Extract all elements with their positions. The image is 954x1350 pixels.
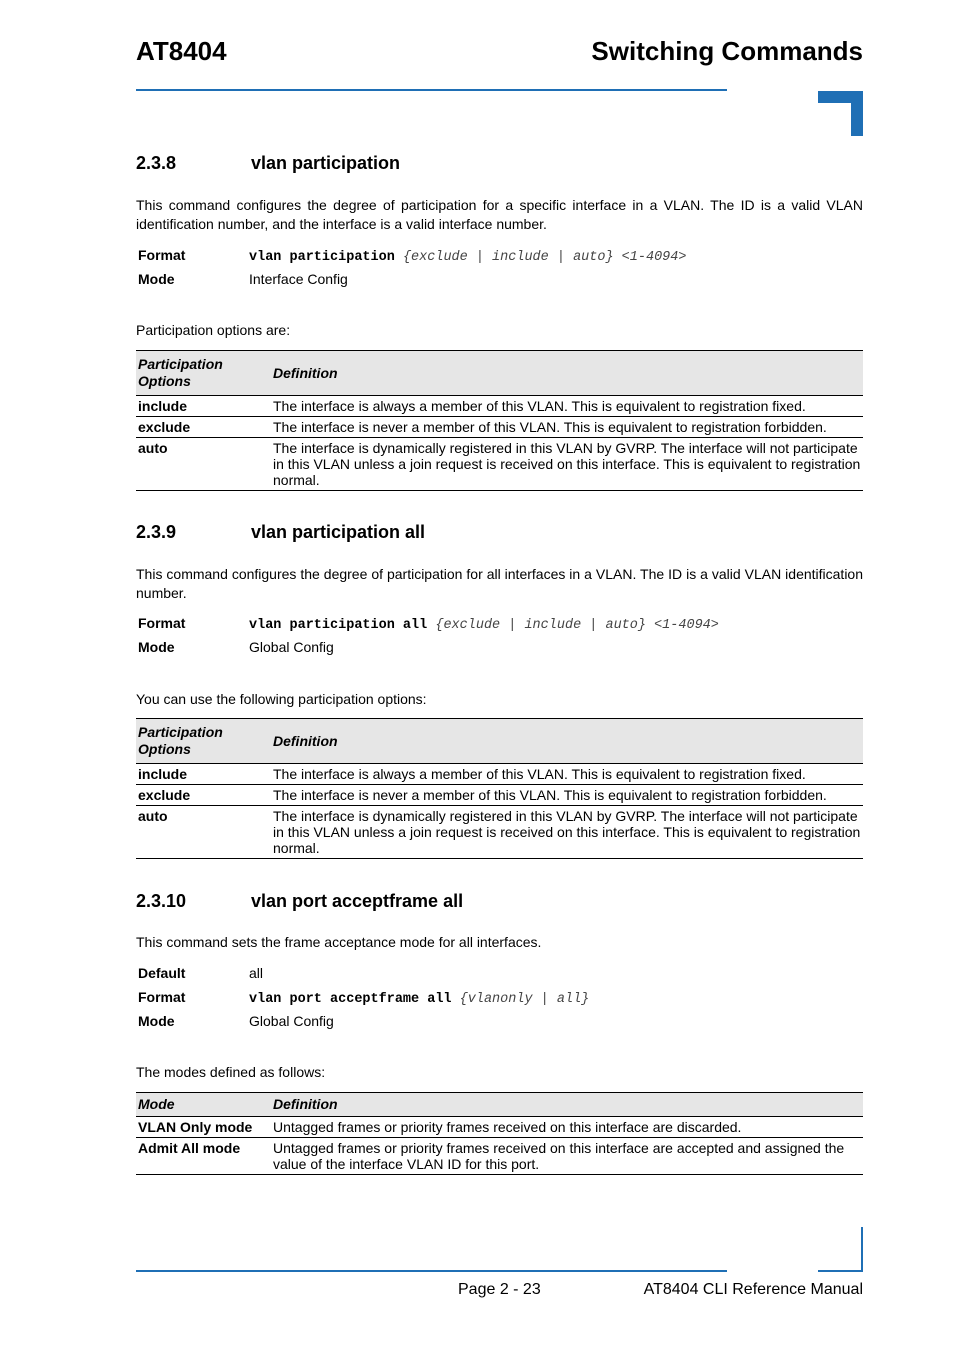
section-title: vlan port acceptframe all xyxy=(251,891,464,911)
modes-table-2-3-10 xyxy=(136,1092,863,1175)
section-number: 2.3.10 xyxy=(136,891,187,911)
section-description: This command configures the degree of participation for all interfaces in a VLAN. The ID is a valid VLAN identification number. xyxy=(136,566,863,601)
table-row xyxy=(136,785,863,806)
corner-mark-top xyxy=(818,91,863,136)
column-header-options: Participation Options xyxy=(136,719,271,764)
header-chapter-title: Switching Commands xyxy=(591,36,863,66)
mode-definition: Untagged frames or priority frames received on this interface are discarded. xyxy=(271,1117,863,1138)
participation-table-2-3-9 xyxy=(136,718,863,859)
format-arguments: {vlanonly | all} xyxy=(459,992,590,1007)
option-definition: The interface is never a member of this VLAN. This is equivalent to registration forbidden. xyxy=(271,785,863,806)
mode-row xyxy=(136,1009,863,1033)
format-label: Format xyxy=(138,615,186,631)
format-command: vlan participation all xyxy=(249,618,428,633)
format-arguments: {exclude | include | auto} <1-4094> xyxy=(402,250,687,265)
mode-value: Global Config xyxy=(249,639,334,655)
footer-rule xyxy=(136,1270,727,1272)
table-row xyxy=(136,764,863,785)
header-product-title: AT8404 xyxy=(136,36,227,66)
table-row xyxy=(136,438,863,491)
option-name: auto xyxy=(136,438,271,491)
format-row xyxy=(136,243,863,270)
section-description: This command configures the degree of participation for a specific interface in a VLAN. The ID is a valid VLAN identification number, and the interface is a valid interface number. xyxy=(136,197,863,232)
default-label: Default xyxy=(138,965,186,981)
table-header-row xyxy=(136,719,863,764)
participation-table-2-3-8 xyxy=(136,350,863,491)
format-command: vlan participation xyxy=(249,250,395,265)
column-header-definition: Definition xyxy=(271,351,863,396)
option-definition: The interface is dynamically registered in this VLAN by GVRP. The interface will not participate in this VLAN unless a join request is received on this interface. This is equivalent to registration normal. xyxy=(271,806,863,859)
corner-mark-bottom xyxy=(818,1227,863,1272)
option-definition: The interface is always a member of this VLAN. This is equivalent to registration fixed. xyxy=(271,764,863,785)
mode-definition: Untagged frames or priority frames received on this interface are accepted and assigned the value of the interface VLAN ID for this port. xyxy=(271,1138,863,1175)
header-rule xyxy=(136,89,727,91)
options-intro: You can use the following participation options: xyxy=(136,691,427,707)
options-intro: Participation options are: xyxy=(136,322,291,338)
format-label: Format xyxy=(138,247,186,263)
mode-row xyxy=(136,635,863,659)
column-header-definition: Definition xyxy=(271,1093,863,1117)
section-description: This command sets the frame acceptance mode for all interfaces. xyxy=(136,934,542,950)
column-header-definition: Definition xyxy=(271,719,863,764)
mode-label: Mode xyxy=(138,1013,175,1029)
mode-value: Global Config xyxy=(249,1013,334,1029)
mode-label: Mode xyxy=(138,271,175,287)
table-row xyxy=(136,1138,863,1175)
table-row xyxy=(136,806,863,859)
section-number: 2.3.9 xyxy=(136,522,177,542)
footer-page-number: Page 2 - 23 xyxy=(458,1281,541,1298)
option-definition: The interface is always a member of this VLAN. This is equivalent to registration fixed. xyxy=(271,396,863,417)
option-name: exclude xyxy=(136,417,271,438)
option-name: exclude xyxy=(136,785,271,806)
format-label: Format xyxy=(138,989,186,1005)
table-header-row xyxy=(136,351,863,396)
format-arguments: {exclude | include | auto} <1-4094> xyxy=(435,618,719,633)
footer-manual-title: AT8404 CLI Reference Manual xyxy=(643,1281,863,1298)
mode-value: Interface Config xyxy=(249,271,348,287)
option-definition: The interface is never a member of this VLAN. This is equivalent to registration forbidden. xyxy=(271,417,863,438)
mode-name: VLAN Only mode xyxy=(136,1117,271,1138)
format-row xyxy=(136,611,863,638)
default-row xyxy=(136,961,863,985)
section-heading-2-3-10 xyxy=(136,891,863,915)
modes-intro: The modes defined as follows: xyxy=(136,1064,326,1080)
default-value: all xyxy=(249,965,264,981)
column-header-mode: Mode xyxy=(136,1093,271,1117)
section-heading-2-3-8 xyxy=(136,153,863,177)
section-heading-2-3-9 xyxy=(136,522,863,546)
mode-label: Mode xyxy=(138,639,175,655)
section-number: 2.3.8 xyxy=(136,153,177,173)
section-title: vlan participation all xyxy=(251,522,426,542)
option-name: include xyxy=(136,396,271,417)
option-definition: The interface is dynamically registered in this VLAN by GVRP. The interface will not participate in this VLAN unless a join request is received on this interface. This is equivalent to registration normal. xyxy=(271,438,863,491)
column-header-options: Participation Options xyxy=(136,351,271,396)
option-name: auto xyxy=(136,806,271,859)
mode-row xyxy=(136,267,863,291)
table-header-row xyxy=(136,1093,863,1117)
table-row xyxy=(136,396,863,417)
section-title: vlan participation xyxy=(251,153,401,173)
mode-name: Admit All mode xyxy=(136,1138,271,1175)
option-name: include xyxy=(136,764,271,785)
format-command: vlan port acceptframe all xyxy=(249,992,452,1007)
table-row xyxy=(136,1117,863,1138)
table-row xyxy=(136,417,863,438)
format-row xyxy=(136,985,863,1012)
